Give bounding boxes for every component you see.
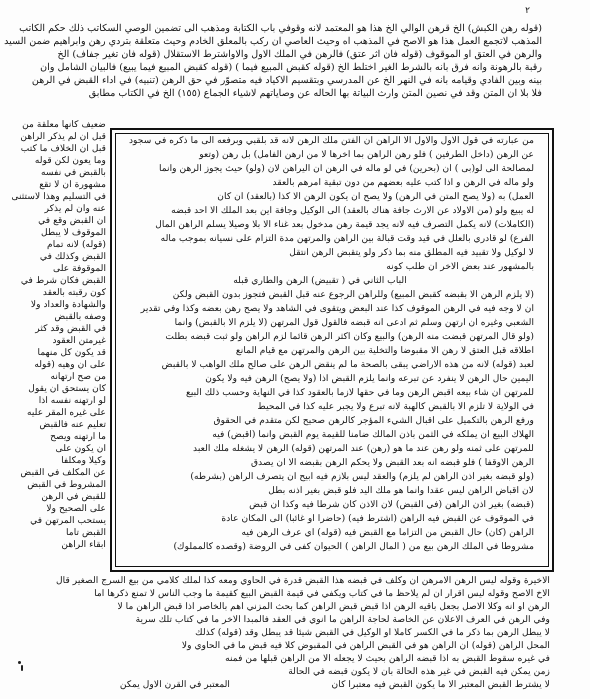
text-line: كان يستحق ان يقول (28, 383, 106, 394)
text-line: بينه وبين الفادي وقيامه بانه في النهر الخ عن المدرسي وبتقسيم الاكياد فيه متصوّر في حق الرهن (تنبيه) في اداء القبض في الرهن (31, 75, 542, 86)
text-line: على غيره المقر عليه (26, 407, 106, 418)
text-line: الاخيرة وقوله ليس الرهن الامرهن ان وكلف في قبضه هذا القبض قدرة في الحاوي ومعه كذا لملك كلامي من بيع السرج الصغير قال (55, 575, 550, 586)
text-line: عن المكلف في القبض (20, 467, 106, 478)
text-line: بالمشهور عند بعض الاخر ان طلب كونه (386, 261, 534, 272)
text-line: العمل) به (ولا يصح المتن في الرهن) ولا يصح ان يكون الرهن الا كذا (بالعقد) ان كان (217, 191, 534, 202)
text-line: لا يبطل الرهن بما ذكر ما في الكسر كاملا او الوكيل في القبض شيئا قد يبطل وقد (قوله) كذلك (195, 627, 550, 638)
text-line: في غيره سقوط القبض به اذا قبضه الراهن بحيث لا يجعله الا من الراهن قبلها من فمنه (225, 653, 550, 664)
text-line: (قبضه) بغير اذن الراهن (في القبض) لان الاذن كان شرطا فيه وكذا ان قبض (249, 499, 534, 510)
text-line: في التسليم وهذا لاستثنى (11, 191, 106, 202)
text-line: في الولاية لا تلزم الا بالقبض كالهبة لانه تبرع ولا يجبر عليه كذا في المحيط (257, 401, 534, 412)
text-line: (ولو قبضه بغير اذن الراهن لم يلزم) والعقد ليس بلازم فيه ابيح ان يتصرف الراهن (بشرطه) (190, 471, 534, 482)
text-line: الرهن او انه وكلا الاصل بجعل باقيه الرهن اذا قبض قبض الراهن كما بحث المزني اهم بالخاصر اذا قبض الراهن ما لا (117, 601, 550, 612)
text-line: المشروط في القبض (27, 479, 106, 490)
text-line: المحل الراهن (قوله) ان الراهن هو في القبض الراهن في المقبوض كلا فيه قبض ما في الحاوي ولا (181, 640, 550, 651)
text-line: والرهن في العتق او الموقوف (قوله فان اثر عتق) فالرهن في الملك الاول والاواشترط الاستقلال (قوله فان تغير جفاف) الخ (57, 49, 542, 60)
text-line: غيرمتن العقود (52, 335, 106, 346)
text-line: له يبيع ولو (من الاولاد عن الارث جافة هناك بالعقد) الى الوكيل وجافة اين بعد الملك الا احد قبضه (171, 205, 534, 216)
text-line: عن الرهن (داخل الطرفين ) فلو رهن الراهن بما اخرها لا من ارهن الفامل) بل رهن (وتعو (199, 149, 534, 160)
text-line: اليمين حال الرهن لا ينفرد عن تبرعه وانما يلزم القبض اذا (ولا يصح) الرهن فيه ولا يكون (205, 373, 534, 384)
text-line: من صح ارتهانه (50, 371, 106, 382)
text-line: (ولو قال المرتهن قبضت منه الرهن) والبيع وكان اكثر الرهن قائما لزم الراهن ولو ثبت قبضه بطلت (165, 331, 534, 342)
text-line: ضعيف كانها معلقة من (22, 119, 106, 130)
top-mark: ٢ (525, 6, 530, 16)
text-line: تعليم عنه فالقبض (39, 419, 106, 430)
text-line: الموقوفة على (53, 263, 106, 274)
text-line: في القبض وقد كثر (35, 323, 106, 334)
text-line: ان يكون على (55, 443, 106, 454)
text-line: الرهن الاوقفا ) فلو قبضه انه بعد القبض ولا يحكم الرهن بقبضه الا ان يصدق (251, 457, 534, 468)
text-line: على الصحيح ولا (46, 503, 106, 514)
text-line: المعتبر في القرن الاول يمكن (119, 679, 230, 690)
text-line: والشهادة والعداد ولا (30, 299, 106, 310)
text-line: (لا يلزم الرهن الا بقبضه كقبض المبيع) وللراهن الرجوع عنه قبل القبض فتجوز بدون القبض ولكن (172, 289, 534, 300)
text-line: الهلاك البيع ان يملكه في الثمن باذن المالك ضامنا للقيمة يوم القبض وانما (اقبض) فيه (212, 429, 534, 440)
text-line: (قوله رهن الكبش) الخ قرهن الوالي الخ هذا هو المعتمد لانه وقوفي باب الكتابة ومذهب الى تضمين الوصي السكاتب ذلك حكم الكاتب (19, 23, 542, 34)
text-line: (قوله) لانه تمام (47, 239, 106, 250)
text-line: زمن يمكن فيه القبض في غير هذه الحالة بان لا يكون قبضه في الحالة (288, 666, 550, 677)
text-line: بالقبض في نفسه (40, 167, 106, 178)
text-line: المذهب لاتجمع العمل هذا هو الاصح في المذهب اه وحيث العاصي ان ركب بالمعلق الخادم وحيث متعلقة بتردي رهن وابراهيم ضمن السيد (4, 36, 542, 47)
text-line: للمرتهن ان شاء بيعه اقبض الرهن وما في حقها لازما بالعقود كذا في النهاية وحسب ذلك البيع (185, 387, 534, 398)
text-line: لو ارتهنه نفسه اذا (38, 395, 106, 406)
scan-speck (21, 665, 23, 671)
text-line: على ان وهيه (قوله (34, 359, 106, 370)
text-line: قبل ان لم يذكر الراهن (20, 131, 106, 142)
text-line: عنه وان لم يذكر (44, 203, 106, 214)
text-line: الراهن (كان) حال القبض من التزاما مع القبض فيه (قوله) اي عرف الرهن فيه (241, 527, 534, 538)
text-line: وكيلا ومكلفا (61, 455, 106, 466)
text-line: قد يكون كل منهما (37, 347, 106, 358)
text-line: القبض تاما (65, 527, 106, 538)
text-line: اطلاقه قبل العتق لا رهن الا مقبوضا والتخلية بين الرهن والمرتهن مع قيام المانع (235, 345, 534, 356)
text-line: للقبض في الرهن (41, 491, 106, 502)
text-line: الفرع) لو قادري بالعلل في قيد وقت قبالة بين الراهن والمرتهن مدة التزام على نسيانه بموجب ماله (160, 233, 534, 244)
text-line: مشهورة ان لا تقع (39, 179, 106, 190)
chapter-heading: الباب الثاني في ( تقبيض) الرهن والطاري قبله (233, 275, 407, 286)
text-line: يستحب المرتهن في (30, 515, 106, 526)
text-line: في الموقوف عن القبض فيه الراهن (اشترط فيه) (حاضرا او غائبا) الى المكان عادة (221, 513, 534, 524)
text-line: فلا بلا ان المتن وقد في نصين المتن وارث البياتة بها الحاله عن وصاياتهم لاشياء الجماع (١٥٥) الخ في الكتاب مطابق (88, 88, 542, 99)
text-line: الاخ الاصح وقوله ليس اقرار ان لم يلاحظ ما في كتاب ويكفي في قيمة القبض البيع كقيمة ما وجب الناس لا تمنع ذكرها اما (94, 588, 550, 599)
text-line: لا لوكيل ولا تقبيد فيه المطلق منه بما ذكر ولو يتقبض الرهن انتقل (289, 247, 534, 258)
text-line: ورفع الرهن بالتكميل على اقبال الشيء المؤجر كالرهن صحيح لكن متقدم في الحقوق (213, 415, 534, 426)
text-line: القبض وكذلك في (39, 251, 106, 262)
text-line: للمرتهن على ثمنه ولو رهن عند ما هو (رهن) عند المرتهن (قوله) الرهن لا يشغله ملك العبد (193, 443, 534, 454)
text-line: لمصالحة الى لو(بى ) ان (بحرين) في لو ماله في الرهن ان اليراهن لان (ولو) حيث يجوز الرهن وانما (158, 163, 534, 174)
text-line: وما يعون لكن قوله (34, 155, 106, 166)
text-line: ان لا وجه فيه في الرهن الموقوف كذا عند البعض ويتقوى في الشاهد ولا يصح رهن بعضه وكذا وفي تقدير (140, 303, 534, 314)
text-line: الشعبي وغيره ان ارتهن وسلم ثم ادعى انه قبضه فالقول قول المرتهن (لا يلزم الا بالقبض) وانما (174, 317, 534, 328)
text-line: لا يشترط القبض المعتبر الا ما يكون القبض فيه معتبرا كان (331, 679, 550, 690)
text-line: لعبد (قوله) لانه من هذه الاراضي يبقى بالصحة ما لم ينقض الرهن على صالح ملك الواهب لا بالقبض (161, 359, 534, 370)
text-line: ان القبض وقع في (38, 215, 106, 226)
text-line: (الكاملات) لانه يكمل التصرف فيه لانه يجد قيمة رهن مدخول بعد غناء الا بلا وصيلا يسلم الراهن المال (155, 219, 534, 230)
text-line: قبل ان الخلاف ما كتب (20, 143, 106, 154)
text-line: رقبة بالرهونة وانه فرق بانه بالشرط الغير اختلط الخ (قوله كقبض المبيع فيما ) (قوله كقبض المبيع فيما يبيع) فالبيان الشامل وان (40, 62, 542, 73)
text-line: ما ارتهنه ويصح (50, 431, 106, 442)
text-line: ولو ماله في الرهن و اذا كتب عليه بعضهم من دون تبقية امرهم بالعقد (272, 177, 534, 188)
text-line: من عبارته في قول الاول والاول الا الراهن ان الفتن ملك الرهن لانه قد بلقبي وبرفعه الى ما ذكره في سجود (128, 135, 534, 146)
text-line: كون رقبته بالعقد (42, 287, 106, 298)
text-line: الموقوف لا يبطل (41, 227, 106, 238)
scan-speck (18, 661, 21, 664)
text-line: القبض فكان شرط في (20, 275, 106, 286)
text-line: لان اقباض الراهن ليس عقدا وانما هو ملك اليد فلو قبض بغير اذنه بطل (268, 485, 534, 496)
text-line: مشروطا في الملك الرهن بيع من ( المال الراهن ) الحيوان كفى في الروضة (وقصده كالمملوك) (173, 541, 534, 552)
text-line: وفي الرهن في العرف الاعلان عن الخاصة لحاجة الراهن ما انوي في العقد فالمبدا الاخر ما في كتاب تلك سرية (135, 614, 550, 625)
text-line: وصفه بالقبض (54, 311, 106, 322)
text-line: ابقاء الراهن (61, 539, 106, 550)
